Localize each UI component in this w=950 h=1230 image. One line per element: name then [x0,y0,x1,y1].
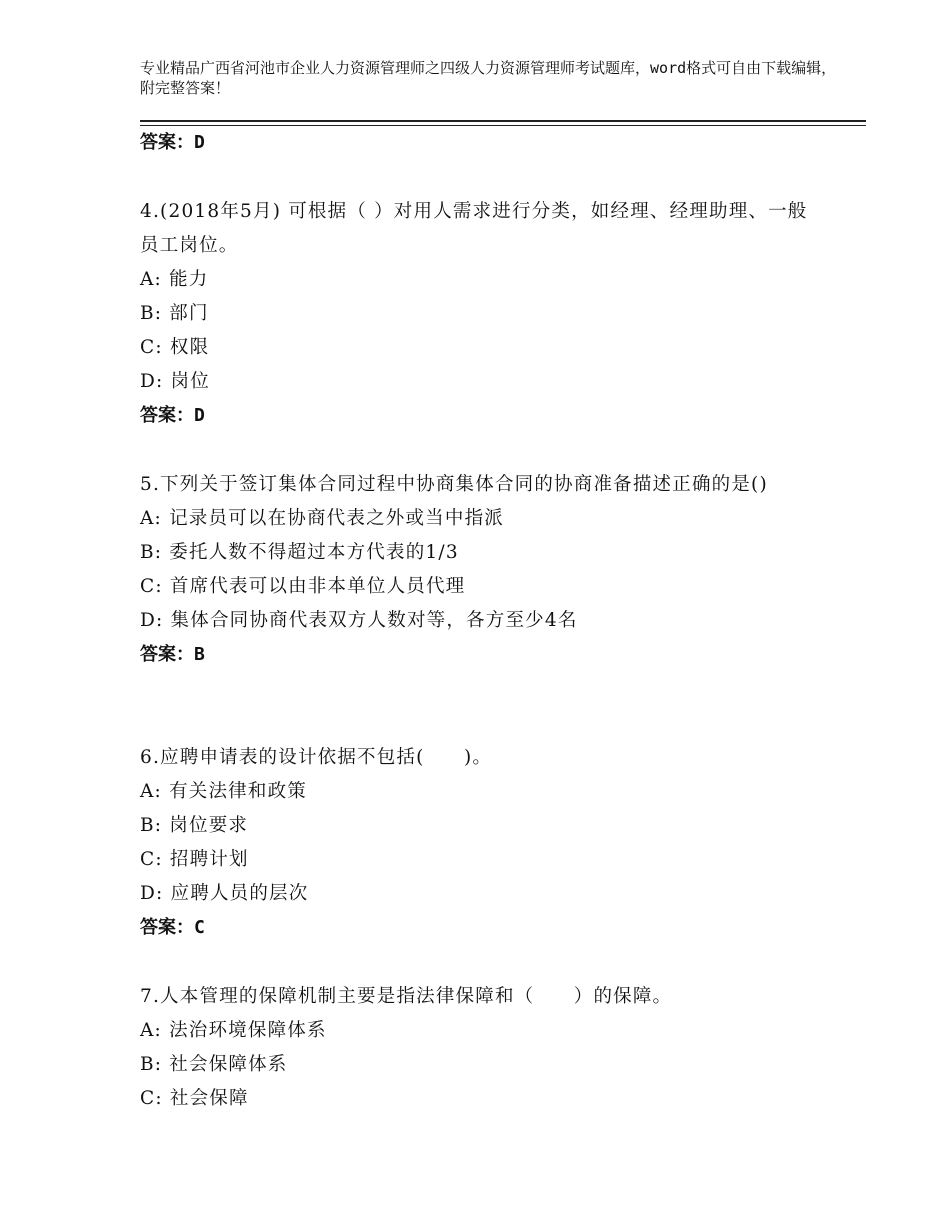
question-block [140,195,810,433]
answer-value: B [194,644,205,665]
option-a: A: 能力 [140,269,209,290]
option-d: D: 应聘人员的层次 [140,883,309,904]
header-rule-thin [140,125,866,126]
answer-value: D [194,405,205,426]
answer-value: C [194,917,205,938]
question-stem: 5.下列关于签订集体合同过程中协商集体合同的协商准备描述正确的是() [140,474,768,495]
answer-line [140,911,810,945]
answer-label: 答案： [140,132,194,153]
option-c: C: 社会保障 [140,1088,249,1109]
answer-label: 答案： [140,644,194,665]
answer-line [140,126,205,160]
option-b: B: 部门 [140,303,209,324]
header-rule-thick [140,120,866,122]
option-c: C: 招聘计划 [140,849,249,870]
answer-label: 答案： [140,917,194,938]
option-b: B: 社会保障体系 [140,1054,288,1075]
option-c: C: 权限 [140,337,210,358]
question-block [140,741,810,945]
option-c: C: 首席代表可以由非本单位人员代理 [140,576,466,597]
question-stem: 6.应聘申请表的设计依据不包括( )。 [140,747,493,768]
option-b: B: 委托人数不得超过本方代表的1/3 [140,542,459,563]
answer-label: 答案： [140,405,194,426]
question-block [140,468,810,672]
question-stem: 7.人本管理的保障机制主要是指法律保障和（ ）的保障。 [140,986,673,1007]
option-a: A: 记录员可以在协商代表之外或当中指派 [140,508,504,529]
option-d: D: 集体合同协商代表双方人数对等，各方至少4名 [140,610,578,631]
option-a: A: 有关法律和政策 [140,781,307,802]
option-b: B: 岗位要求 [140,815,249,836]
page-header: 专业精品广西省河池市企业人力资源管理师之四级人力资源管理师考试题库，word格式可自由下载编辑，附完整答案！ [140,59,837,97]
option-a: A: 法治环境保障体系 [140,1020,327,1041]
top-answer [140,126,205,160]
answer-value: D [194,132,205,153]
question-block [140,980,810,1116]
answer-line [140,399,810,433]
question-stem: 4.(2018年5月) 可根据（ ）对用人需求进行分类，如经理、经理助理、一般员工岗位。 [140,201,808,256]
option-d: D: 岗位 [140,371,210,392]
answer-line [140,638,810,672]
